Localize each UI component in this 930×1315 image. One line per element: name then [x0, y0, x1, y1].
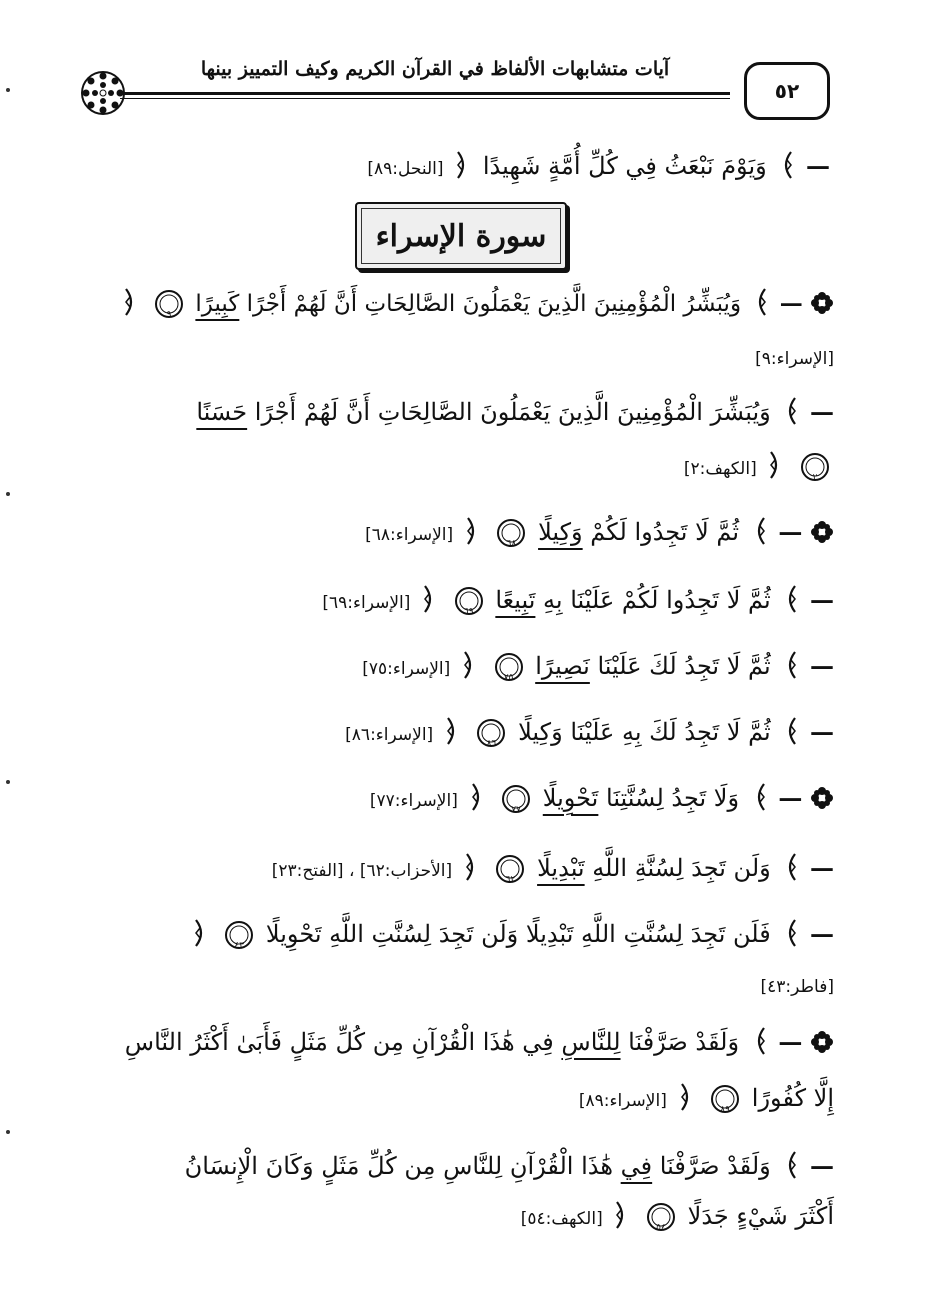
verse-text: وَيُبَشِّرَ الْمُؤْمِنِينَ الَّذِينَ يَعْمَلُونَ الصَّالِحَاتِ أَنَّ لَهُمْ أَجْرًا [254, 398, 771, 426]
ornate-bracket-open-icon [781, 396, 799, 426]
ayah-number-medallion: ٦٨ [496, 518, 526, 548]
ayah-number-medallion: ٩ [154, 289, 184, 319]
verse-line-continued [521, 1196, 834, 1239]
ayah-number-medallion: ٦٩ [454, 586, 484, 616]
ornate-bracket-close-icon [678, 1082, 696, 1112]
ayah-number-medallion: ٢ [800, 452, 830, 482]
ornate-bracket-open-icon [781, 1150, 799, 1180]
ornate-bracket-close-icon [463, 852, 481, 882]
page-header [80, 58, 840, 118]
ornate-bracket-close-icon [461, 650, 479, 680]
verse-text: ثُمَّ لَا تَجِدُوا لَكُمْ عَلَيْنَا بِهِ [543, 586, 771, 614]
verse-line-continued [579, 1078, 834, 1121]
verse-line [125, 1022, 834, 1062]
highlighted-word: وَكِيلًا [538, 518, 583, 546]
scan-speck [6, 1130, 10, 1134]
verse-reference: [فاطر:٤٣] [760, 977, 834, 997]
verse-line [365, 512, 834, 555]
verse-reference: [الإسراء:٩] [755, 349, 834, 369]
verse-line [322, 580, 834, 623]
ornate-bracket-open-icon [781, 650, 799, 680]
verse-text: وَلَن تَجِدَ لِسُنَّةِ اللَّهِ [592, 854, 771, 882]
dash-marker: — [810, 397, 834, 426]
verse-line [370, 778, 834, 821]
ornate-bracket-close-icon [192, 918, 210, 948]
flower-bullet-icon [810, 520, 834, 544]
scan-speck [6, 780, 10, 784]
verse-text: وَيَوْمَ نَبْعَثُ فِي كُلِّ أُمَّةٍ شَهِيدًا [482, 152, 767, 180]
verse-text: وَلَقَدْ صَرَّفْنَا [659, 1152, 771, 1180]
highlighted-word: كَبِيرًا [195, 291, 240, 317]
verse-line [367, 146, 830, 189]
verse-reference: [الأحزاب:٦٢] ، [الفتح:٢٣] [271, 861, 453, 881]
dash-marker: — [779, 290, 803, 317]
ayah-number-medallion: ٧٧ [501, 784, 531, 814]
dash-marker: — [810, 853, 834, 882]
verse-text: هَٰذَا الْقُرْآنِ لِلنَّاسِ مِن كُلِّ مَثَلٍ وَكَانَ الْإِنسَانُ [184, 1152, 614, 1180]
highlighted-word: نَصِيرًا [535, 652, 590, 680]
ornate-bracket-open-icon [750, 782, 768, 812]
verse-reference: [الإسراء:٧٥] [362, 659, 451, 679]
verse-line [185, 1146, 834, 1186]
verse-text: وَيُبَشِّرُ الْمُؤْمِنِينَ الَّذِينَ يَعْمَلُونَ الصَّالِحَاتِ أَنَّ لَهُمْ أَجْرًا [246, 291, 742, 317]
verse-line [362, 646, 834, 689]
ayah-number-medallion: ٧٥ [494, 652, 524, 682]
ayah-number-medallion: ٥٤ [646, 1202, 676, 1232]
ornate-bracket-close-icon [122, 287, 140, 317]
verse-text: ثُمَّ لَا تَجِدُوا لَكُمْ [590, 518, 740, 546]
ornate-bracket-close-icon [454, 150, 472, 180]
ornate-bracket-close-icon [444, 716, 462, 746]
highlighted-word: لِلنَّاسِ [561, 1028, 621, 1056]
header-rule [120, 92, 730, 99]
ayah-number-medallion: ٤٣ [224, 920, 254, 950]
verse-reference: [الكهف:٢] [683, 459, 757, 479]
verse-line-continued [684, 446, 834, 489]
ornate-bracket-close-icon [767, 450, 785, 480]
verse-text: ثُمَّ لَا تَجِدُ لَكَ عَلَيْنَا [597, 652, 771, 680]
surah-title: سورة الإسراء [361, 208, 561, 264]
ornate-bracket-open-icon [781, 918, 799, 948]
verse-text: إِلَّا كُفُورًا [751, 1084, 834, 1112]
dash-marker: — [778, 517, 803, 546]
ornate-bracket-open-icon [750, 516, 768, 546]
ornate-bracket-open-icon [751, 287, 769, 317]
verse-reference: [الكهف:٥٤] [520, 1209, 603, 1229]
ayah-number-medallion: ٨٦ [476, 718, 506, 748]
verse-reference: [الإسراء:٨٦] [345, 725, 434, 745]
ayah-number-medallion: ٨٩ [710, 1084, 740, 1114]
verse-text: وَلَا تَجِدُ لِسُنَّتِنَا [606, 784, 740, 812]
highlighted-word: حَسَنًا [196, 398, 248, 426]
dash-marker: — [778, 783, 803, 812]
verse-line [345, 712, 834, 755]
verse-text: أَكْثَرَ شَيْءٍ جَدَلًا [687, 1202, 834, 1230]
scan-speck [6, 492, 10, 496]
verse-text: وَلَقَدْ صَرَّفْنَا [628, 1028, 740, 1056]
dash-marker: — [806, 151, 830, 180]
flower-bullet-icon [810, 291, 834, 315]
verse-reference: [الإسراء:٦٨] [365, 525, 454, 545]
highlighted-word: تَحْوِيلًا [542, 784, 599, 812]
dash-marker: — [810, 585, 834, 614]
verse-line [119, 284, 834, 324]
ornate-bracket-open-icon [781, 852, 799, 882]
flower-bullet-icon [810, 786, 834, 810]
verse-text: فَلَن تَجِدَ لِسُنَّتِ اللَّهِ تَبْدِيلًا وَلَن تَجِدَ لِسُنَّتِ اللَّهِ تَحْوِيلًا [265, 920, 771, 948]
ornate-bracket-close-icon [469, 782, 487, 812]
verse-reference: [الإسراء:٦٩] [322, 593, 411, 613]
verse-line [189, 914, 834, 954]
verse-line-continued [761, 964, 834, 1007]
ornate-bracket-close-icon [421, 584, 439, 614]
scan-speck [6, 88, 10, 92]
dash-marker: — [810, 717, 834, 746]
highlighted-word: تَبِيعًا [495, 586, 536, 614]
verse-line-continued [755, 336, 834, 379]
dash-marker: — [810, 1151, 834, 1180]
verse-text: فِي هَٰذَا الْقُرْآنِ مِن كُلِّ مَثَلٍ فَأَبَىٰ أَكْثَرُ النَّاسِ [124, 1028, 554, 1056]
verse-reference: [الإسراء:٨٩] [578, 1091, 667, 1111]
ornate-bracket-open-icon [781, 716, 799, 746]
ornate-bracket-open-icon [777, 150, 795, 180]
verse-reference: [الإسراء:٧٧] [369, 791, 458, 811]
highlighted-word: تَبْدِيلًا [537, 854, 585, 882]
running-title: آيات متشابهات الألفاظ في القرآن الكريم وكيف التمييز بينها [200, 58, 670, 80]
ornate-bracket-open-icon [781, 584, 799, 614]
dash-marker: — [810, 651, 834, 680]
verse-line [196, 392, 834, 432]
highlighted-word: فِي [620, 1152, 653, 1180]
flower-bullet-icon [810, 1030, 834, 1054]
ornate-bracket-close-icon [613, 1200, 631, 1230]
verse-text: ثُمَّ لَا تَجِدُ لَكَ بِهِ عَلَيْنَا وَكِيلًا [518, 718, 771, 746]
dash-marker: — [810, 919, 834, 948]
verse-line [272, 848, 834, 891]
verse-reference: [النحل:٨٩] [367, 159, 444, 179]
surah-title-box [355, 202, 567, 270]
dash-marker: — [778, 1027, 803, 1056]
ornate-bracket-open-icon [750, 1026, 768, 1056]
page-number: ٥٢ [744, 62, 830, 120]
ornate-bracket-close-icon [464, 516, 482, 546]
ayah-number-medallion: ٦٢ [495, 854, 525, 884]
